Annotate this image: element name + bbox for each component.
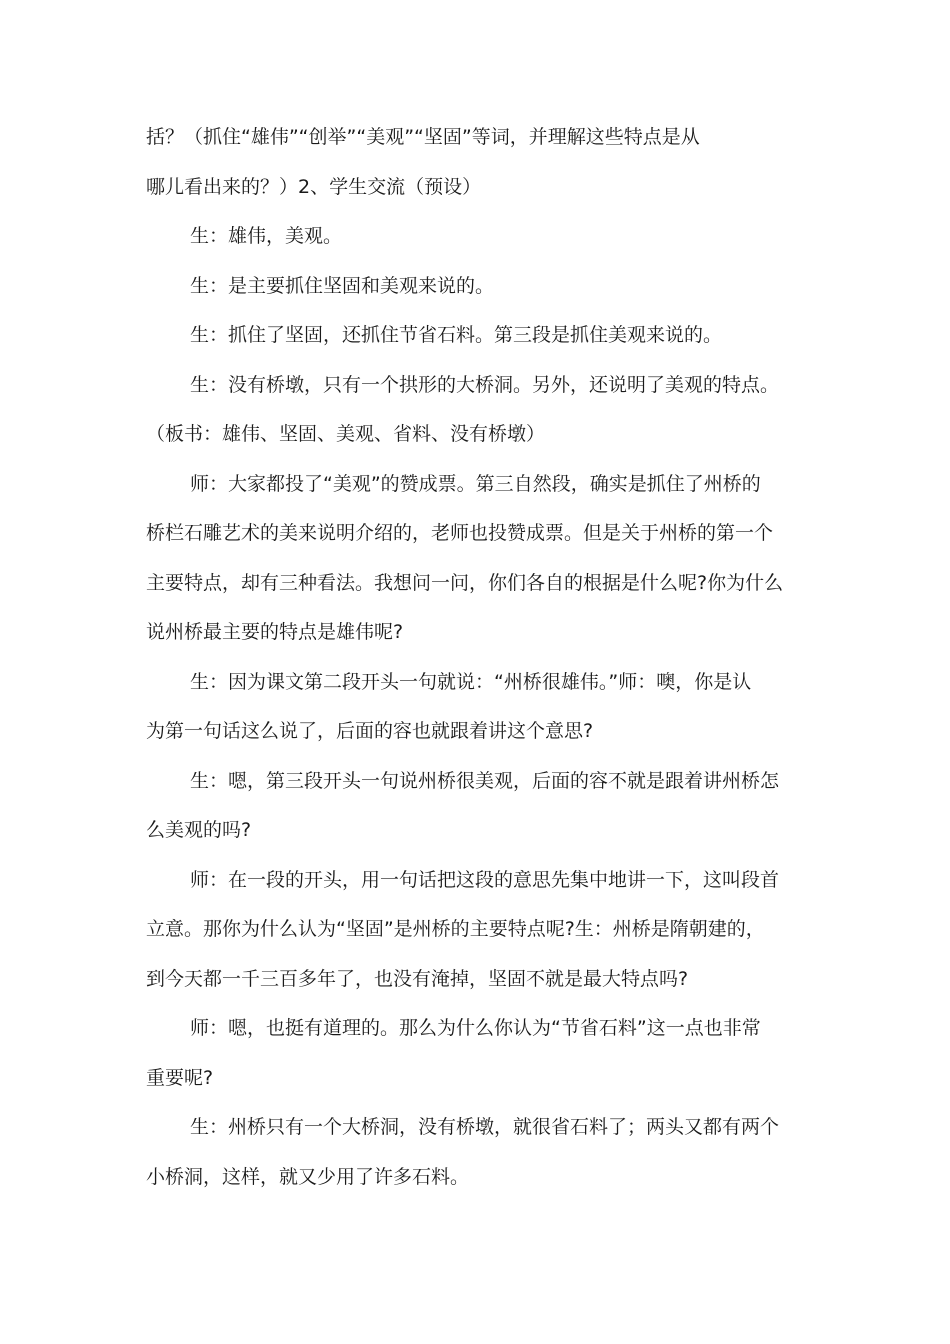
text-line: 哪儿看出来的？）2、学生交流（预设） [146, 175, 482, 198]
text-line: 到今天都一千三百多年了，也没有淹掉，坚固不就是最大特点吗? [146, 967, 689, 990]
text-line: 括？（抓住“雄伟”“创举”“美观”“坚固”等词，并理解这些特点是从 [146, 126, 700, 148]
text-line: 生：是主要抓住坚固和美观来说的。 [190, 274, 495, 297]
text-line: 么美观的吗? [146, 819, 252, 841]
text-line: 师：在一段的开头，用一句话把这段的意思先集中地讲一下，这叫段首 [190, 868, 780, 891]
text-body [146, 113, 826, 1202]
text-line: 生：嗯，第三段开头一句说州桥很美观，后面的容不就是跟着讲州桥怎 [190, 769, 780, 792]
text-line: 师：大家都投了“美观”的赞成票。第三自然段，确实是抓住了州桥的 [190, 472, 761, 495]
text-line: 生：州桥只有一个大桥洞，没有桥墩，就很省石料了；两头又都有两个 [190, 1116, 780, 1138]
text-line: 生：没有桥墩，只有一个拱形的大桥洞。另外，还说明了美观的特点。 [190, 373, 780, 396]
text-line: 立意。那你为什么认为“坚固”是州桥的主要特点呢?生：州桥是隋朝建的， [146, 918, 765, 940]
text-line: 生：雄伟，美观。 [190, 225, 343, 247]
text-line: 重要呢? [146, 1066, 214, 1089]
text-line: 主要特点，却有三种看法。我想问一问，你们各自的根据是什么呢?你为什么 [146, 571, 784, 594]
text-line: 生：抓住了坚固，还抓住节省石料。第三段是抓住美观来说的。 [190, 324, 723, 346]
text-line: 小桥洞，这样，就又少用了许多石料。 [146, 1165, 470, 1188]
text-line: 说州桥最主要的特点是雄伟呢? [146, 621, 404, 643]
text-line: 师：嗯，也挺有道理的。那么为什么你认为“节省石料”这一点也非常 [190, 1017, 761, 1039]
text-line: 生：因为课文第二段开头一句就说：“州桥很雄伟。”师：噢，你是认 [190, 670, 752, 693]
text-line: （板书：雄伟、坚固、美观、省料、没有桥墩） [146, 423, 546, 445]
text-line: 为第一句话这么说了，后面的容也就跟着讲这个意思? [146, 720, 594, 742]
text-line: 桥栏石雕艺术的美来说明介绍的，老师也投赞成票。但是关于州桥的第一个 [146, 522, 774, 544]
